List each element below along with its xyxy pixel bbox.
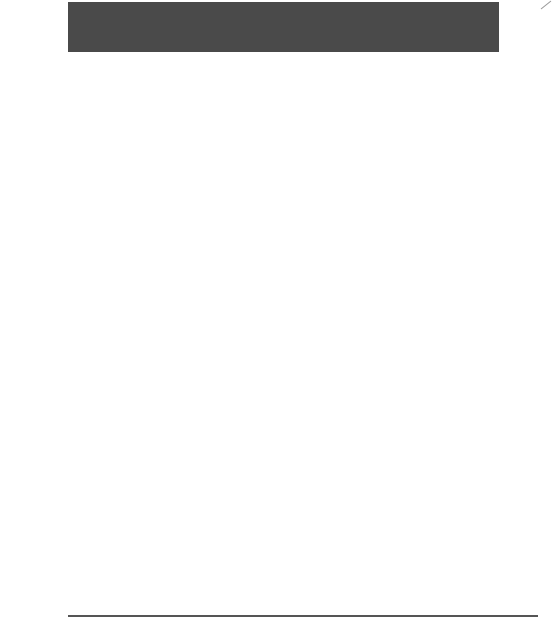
height-ruler bbox=[0, 100, 60, 620]
height-table bbox=[60, 0, 554, 623]
table-header bbox=[60, 66, 554, 94]
bottom-rule bbox=[68, 615, 538, 617]
